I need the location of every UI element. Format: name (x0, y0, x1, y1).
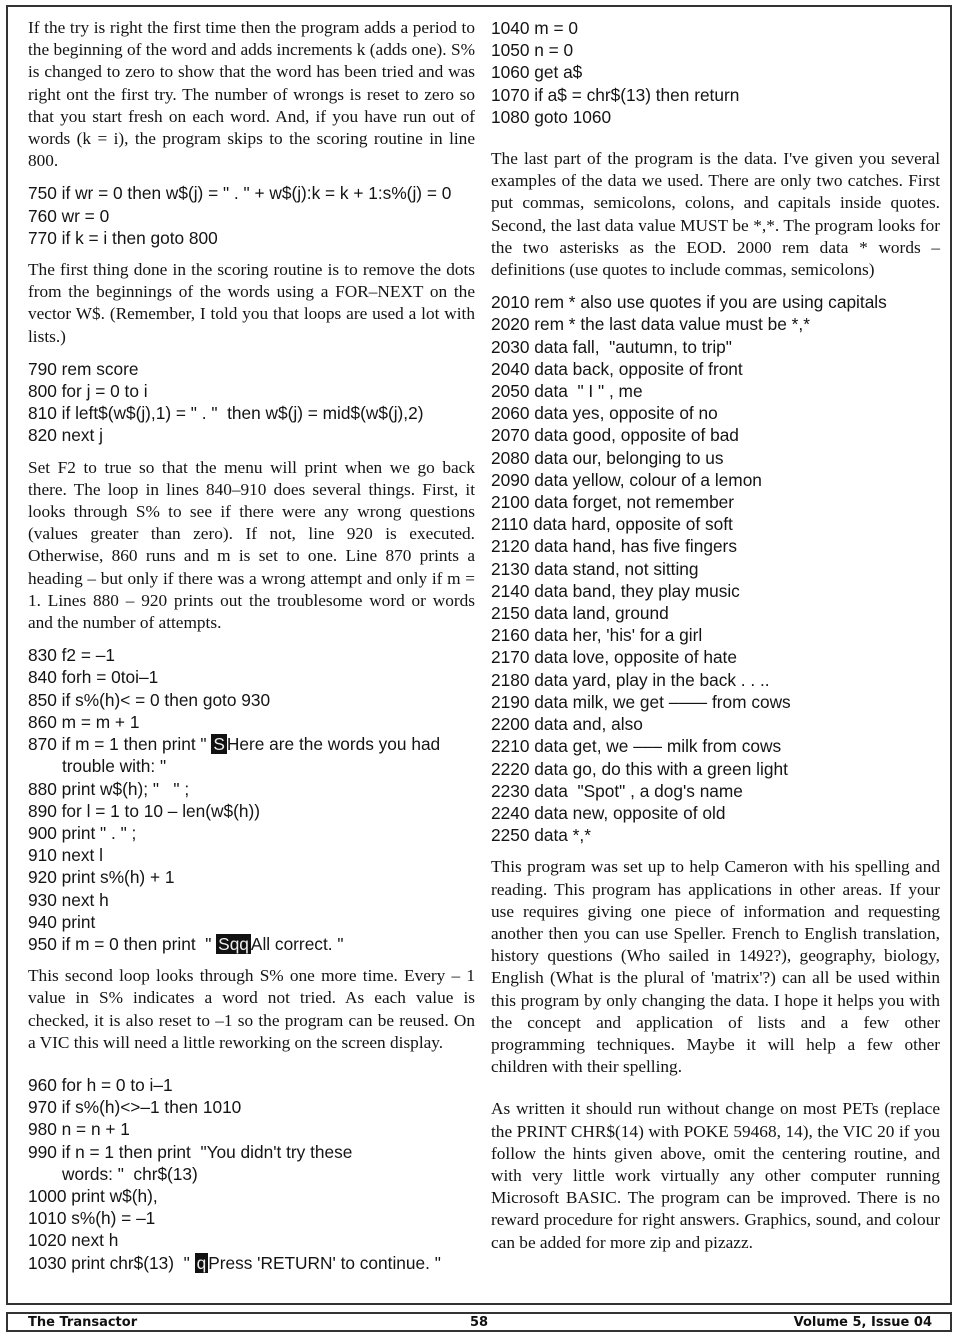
code-line: 2150 data land, ground (491, 603, 669, 624)
code-line: 2030 data fall, "autumn, to trip" (491, 336, 732, 357)
code-line-1030 (28, 1252, 475, 1274)
paragraph-try-right: If the try is right the first time then the program adds a period to the beginning of the word and adds increments k (adds one). S% is changed to zero to show that the word has been tried and was right ont the first try. The number of wrongs is reset to zero so that you start fresh on each word. And, if you have run out of words (k = i), the program skips to the scoring routine in line 800. (28, 18, 475, 171)
code-line: 750 if wr = 0 then w$(j) = " . " + w$(j):k = k + 1:s%(j) = 0 (28, 183, 452, 204)
code-line: 910 next l (28, 845, 103, 866)
paragraph-set-f2: Set F2 to true so that the menu will print when we go back there. The loop in lines 840–910 does several things. First, it looks through S% to see if there were any wrong questions (values greater than zero). If not, line 920 is executed. Otherwise, 860 runs and m is set to one. Line 870 prints a heading – but only if there was a wrong attempt and only if m = 1. Lines 880 – 920 prints out the troublesome word or words and the number of attempts. (28, 457, 475, 633)
code-line: 800 for j = 0 to i (28, 381, 148, 402)
code-line: 820 next j (28, 425, 103, 446)
code-line: 810 if left$(w$(j),1) = " . " then w$(j) = mid$(w$(j),2) (28, 403, 424, 424)
reverse-video-control-char: Sqq (218, 933, 249, 954)
code-line: 930 next h (28, 889, 109, 910)
code-line: 1080 goto 1060 (491, 106, 612, 127)
code-line: 920 print s%(h) + 1 (28, 867, 175, 888)
article-frame (6, 5, 952, 1305)
code-line-950 (28, 933, 475, 955)
code-block-1040 (491, 17, 940, 128)
code-text: Here are the words you had (226, 734, 441, 755)
code-line: 1010 s%(h) = –1 (28, 1208, 156, 1229)
code-line: 2140 data band, they play music (491, 580, 740, 601)
page-number: 58 (469, 1314, 489, 1330)
code-line: 2160 data her, 'his' for a girl (491, 625, 703, 646)
spacer (491, 138, 940, 148)
code-line: 880 print w$(h); " " ; (28, 778, 190, 799)
code-line: 2090 data yellow, colour of a lemon (491, 469, 762, 490)
paragraph-scoring-routine: The first thing done in the scoring routine is to remove the dots from the beginnings of the words using a FOR–NEXT on the vector W$. (Remember, I told you that loops are used a lot with lists.) (28, 260, 475, 346)
code-line: 2040 data back, opposite of front (491, 358, 743, 379)
publication-name: The Transactor (28, 1314, 138, 1330)
code-block-830 (28, 644, 475, 955)
code-line: 1000 print w$(h), (28, 1185, 158, 1206)
code-line: 2080 data our, belonging to us (491, 447, 724, 468)
code-line-continuation: words: " chr$(13) (62, 1163, 198, 1184)
code-block-data (491, 291, 940, 846)
code-block-750 (28, 182, 475, 249)
code-line: 770 if k = i then goto 800 (28, 227, 218, 248)
code-line: 2170 data love, opposite of hate (491, 647, 737, 668)
spacer (28, 1064, 475, 1074)
code-line: 830 f2 = –1 (28, 645, 115, 666)
code-text: 950 if m = 0 then print " (28, 933, 217, 954)
code-line: 960 for h = 0 to i–1 (28, 1074, 173, 1095)
code-line: 2050 data " I " , me (491, 381, 643, 402)
code-line: 760 wr = 0 (28, 205, 110, 226)
code-text: All correct. " (250, 933, 344, 954)
code-line: 790 rem score (28, 358, 139, 379)
code-line: 890 for l = 1 to 10 – len(w$(h)) (28, 800, 260, 821)
paragraph-second-loop: This second loop looks through S% one more time. Every – 1 value in S% indicates a word not tried. As each value is checked, it is also reset to –1 so the program can be reused. On a VIC this will need a little reworking on the screen display. (28, 966, 475, 1052)
reverse-video-control-char: q (196, 1252, 207, 1273)
code-line: 2100 data forget, not remember (491, 492, 735, 513)
code-line-870 (28, 733, 475, 755)
reverse-video-control-char: S (213, 734, 225, 755)
code-line: 2220 data go, do this with a green light (491, 758, 788, 779)
left-column (28, 17, 475, 1284)
spacer (491, 1088, 940, 1098)
paragraph-data-section: The last part of the program is the data. I've given you several examples of the data we used. There are only two catches. First put commas, semicolons, colons, and capitals inside quotes. Second, the last data value MUST be *,*. The program looks for the two asterisks as the EOD. 2000 rem data * words – definitions (use quotes to include commas, semicolons) (491, 149, 940, 280)
code-line: 2130 data stand, not sitting (491, 558, 699, 579)
code-line: 2180 data yard, play in the back . . .. (491, 669, 770, 690)
code-line: 2070 data good, opposite of bad (491, 425, 739, 446)
code-line: 2020 rem * the last data value must be *,* (491, 314, 810, 335)
code-text: Press 'RETURN' to continue. " (208, 1252, 441, 1273)
code-line: 2250 data *,* (491, 825, 591, 846)
page-footer (6, 1312, 952, 1332)
code-line: 860 m = m + 1 (28, 711, 140, 732)
code-line: 2210 data get, we ––– milk from cows (491, 736, 782, 757)
code-line: 1070 if a$ = chr$(13) then return (491, 84, 740, 105)
code-line: 850 if s%(h)< = 0 then goto 930 (28, 689, 271, 710)
paragraph-compatibility: As written it should run without change on most PETs (replace the PRINT CHR$(14) with POKE 59468, 14), the VIC 20 if you follow the hints given above, omit the centering routine, and with very little work virtually any other computer running Microsoft BASIC. The program can be improved. There is no reward procedure for right answers. Graphics, sound, and colour can be added for more zip and pizazz. (491, 1099, 940, 1252)
code-line: 980 n = n + 1 (28, 1119, 130, 1140)
code-line-continuation: trouble with: " (62, 756, 167, 777)
code-line: 1060 get a$ (491, 62, 583, 83)
code-block-790 (28, 358, 475, 447)
right-column (491, 17, 940, 1264)
code-line: 2120 data hand, has five fingers (491, 536, 737, 557)
code-line: 990 if n = 1 then print "You didn't try these (28, 1141, 353, 1162)
code-line: 2010 rem * also use quotes if you are using capitals (491, 292, 887, 313)
code-line: 2110 data hard, opposite of soft (491, 514, 733, 535)
code-line: 840 forh = 0toi–1 (28, 667, 159, 688)
code-line: 970 if s%(h)<>–1 then 1010 (28, 1097, 242, 1118)
code-line: 940 print (28, 911, 96, 932)
code-line: 2200 data and, also (491, 714, 643, 735)
code-line: 2060 data yes, opposite of no (491, 403, 718, 424)
paragraph-cameron: This program was set up to help Cameron with his spelling and reading. This program has applications in other areas. If your use requires giving one piece of information and requesting another then you can use Speller. French to English translation, history questions (Who sailed in 1492?), geography, biology, English (What is the plural of 'matrix'?) can all be used within this program by only changing the data. I hope it helps you with the concept and application of lists and a few other programming techniques. Maybe it will help a few other children with their spelling. (491, 857, 940, 1077)
code-line: 1020 next h (28, 1230, 119, 1251)
code-line: 900 print " . " ; (28, 822, 137, 843)
code-line: 2230 data "Spot" , a dog's name (491, 780, 743, 801)
code-line: 2190 data milk, we get –––– from cows (491, 691, 791, 712)
code-line: 1040 m = 0 (491, 18, 578, 38)
code-block-960 (28, 1074, 475, 1274)
code-text: 1030 print chr$(13) " (28, 1252, 195, 1273)
issue-label: Volume 5, Issue 04 (793, 1314, 932, 1330)
code-text: 870 if m = 1 then print " (28, 734, 212, 755)
code-line: 2240 data new, opposite of old (491, 802, 726, 823)
code-line: 1050 n = 0 (491, 40, 574, 61)
